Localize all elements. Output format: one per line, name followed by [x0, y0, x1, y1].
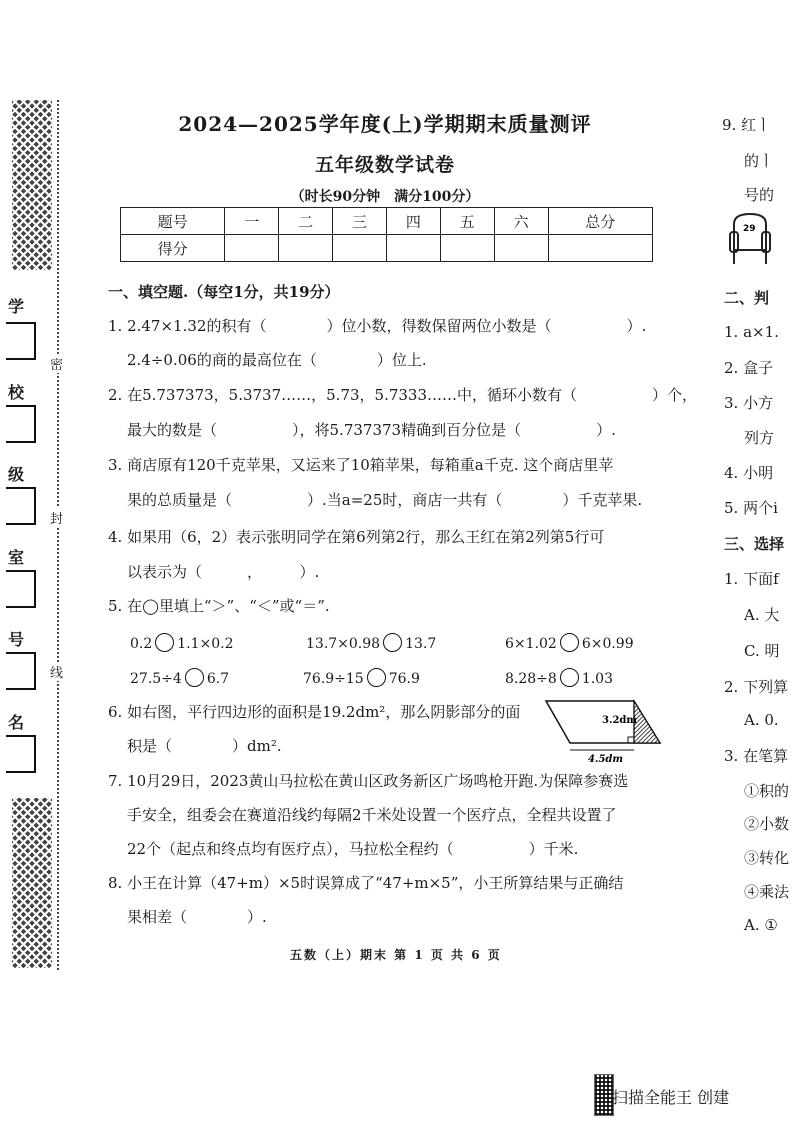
section2-heading: 二、判	[724, 289, 770, 307]
compare-circle[interactable]	[383, 633, 402, 652]
compare-circle[interactable]	[185, 668, 204, 687]
page-subtitle: 五年级数学试卷	[314, 154, 455, 176]
q5-item-3	[505, 633, 634, 652]
q1-line2: 2.4÷0.06的商的最高位在（ ）位上.	[127, 351, 427, 369]
side-box-3	[6, 487, 36, 525]
choice-item-3-1: ①积的	[744, 782, 790, 800]
score-cell: 一	[225, 208, 279, 235]
side-label-school-2: 校	[8, 383, 25, 402]
scanner-watermark: 扫描全能王 创建	[612, 1088, 730, 1107]
q5-text: 5. 在◯里填上“＞”、“＜”或“＝”.	[108, 597, 330, 615]
choice-item-3: 3. 在笔算	[724, 747, 789, 765]
q1-line1: 1. 2.47×1.32的积有（ ）位小数，得数保留两位小数是（ ）.	[108, 317, 647, 335]
q2-line2: 最大的数是（ ），将5.737373精确到百分位是（ ）.	[127, 421, 616, 439]
q8-line2: 果相差（ ）.	[127, 908, 267, 926]
q5-right: 1.03	[581, 671, 613, 687]
choice-item-3-4: ④乘法	[744, 883, 790, 901]
choice-item-3-3: ③转化	[744, 849, 790, 867]
compare-circle[interactable]	[155, 633, 174, 652]
choice-item-1c: C. 明	[744, 642, 780, 660]
compare-circle[interactable]	[560, 633, 579, 652]
exam-info: （时长90分钟 满分100分）	[290, 189, 480, 205]
q4-line1: 4. 如果用（6，2）表示张明同学在第6列第2行，那么王红在第2列第5行可	[108, 528, 605, 546]
choice-item-2: 2. 下列算	[724, 678, 789, 696]
score-input-cell[interactable]	[333, 235, 387, 262]
q7-line3: 22个（起点和终点均有医疗点），马拉松全程约（ ）千米.	[127, 840, 579, 858]
side-box-5	[6, 652, 36, 690]
q5-item-6	[505, 668, 613, 687]
right-angle-mark	[628, 737, 634, 743]
q5-right: 6.7	[206, 671, 230, 687]
q3-line1: 3. 商店原有120千克苹果，又运来了10箱苹果，每箱重a千克. 这个商店里苹	[108, 456, 614, 474]
choice-item-3-2: ②小数	[744, 815, 790, 833]
judge-item-2: 2. 盒子	[724, 359, 774, 377]
score-input-cell[interactable]	[494, 235, 548, 262]
q5-right: 76.9	[388, 671, 420, 687]
figure-height-label: 3.2dm	[602, 715, 637, 726]
side-label-name: 名	[8, 713, 25, 732]
binding-char-mi: 密	[50, 354, 63, 373]
q5-left: 27.5÷4	[130, 671, 182, 687]
q5-right: 6×0.99	[581, 636, 634, 652]
choice-item-1: 1. 下面f	[724, 570, 779, 588]
side-box-1	[6, 322, 36, 360]
q7-line1: 7. 10月29日，2023黄山马拉松在黄山区政务新区广场鸣枪开跑.为保障参赛选	[108, 772, 629, 790]
score-input-cell[interactable]	[386, 235, 440, 262]
side-box-2	[6, 405, 36, 443]
judge-item-1: 1. a×1.	[724, 323, 779, 341]
score-cell: 三	[333, 208, 387, 235]
q9-line1: 9. 红ㅣ	[722, 116, 771, 134]
side-box-4	[6, 570, 36, 608]
score-cell: 四	[386, 208, 440, 235]
q5-right: 1.1×0.2	[177, 636, 234, 652]
binding-char-xian: 线	[50, 662, 63, 681]
choice-item-3-a: A. ①	[744, 916, 778, 934]
score-input-cell[interactable]	[548, 235, 652, 262]
chair-number: 29	[743, 224, 756, 234]
q8-line1: 8. 小王在计算（47+m）×5时误算成了“47+m×5”，小王所算结果与正确结	[108, 874, 624, 892]
section3-heading: 三、选择	[724, 535, 785, 553]
q5-item-2	[306, 633, 436, 652]
side-box-6	[6, 735, 36, 773]
binding-char-feng: 封	[50, 508, 63, 527]
side-label-number: 号	[8, 630, 25, 649]
compare-circle[interactable]	[367, 668, 386, 687]
q5-left: 76.9÷15	[303, 671, 364, 687]
score-table-header-row	[121, 208, 653, 235]
side-label-room: 室	[8, 548, 25, 567]
section1-heading: 一、填空题.（每空1分，共19分）	[108, 283, 340, 301]
q5-left: 0.2	[130, 636, 153, 652]
q9-line3: 号的	[744, 186, 775, 204]
score-input-cell[interactable]	[440, 235, 494, 262]
decorative-border-bottom	[12, 798, 52, 968]
score-input-cell[interactable]	[225, 235, 279, 262]
decorative-border-top	[12, 100, 52, 270]
score-table-score-row	[121, 235, 653, 262]
judge-item-4: 4. 小明	[724, 464, 774, 482]
q2-line1: 2. 在5.737373，5.3737……，5.73，5.7333……中，循环小数有（ ）个，	[108, 386, 698, 404]
parallelogram-figure	[542, 698, 662, 764]
compare-circle[interactable]	[560, 668, 579, 687]
side-label-school-1: 学	[8, 297, 25, 316]
judge-item-3: 3. 小方	[724, 394, 774, 412]
q4-line2: 以表示为（ ， ）.	[127, 563, 320, 581]
q7-line2: 手安全，组委会在赛道沿线约每隔2千米处设置一个医疗点，全程共设置了	[127, 806, 617, 824]
q5-left: 13.7×0.98	[306, 636, 381, 652]
judge-item-5: 5. 两个i	[724, 499, 778, 517]
page-title: 2024—2025学年度(上)学期期末质量测评	[178, 112, 592, 136]
score-cell: 得分	[121, 235, 225, 262]
score-cell: 五	[440, 208, 494, 235]
q9-line2: 的ㅣ	[744, 152, 774, 170]
page-footer: 五数（上）期末 第 1 页 共 6 页	[290, 948, 502, 962]
chair-illustration	[728, 210, 772, 266]
score-cell: 题号	[121, 208, 225, 235]
choice-item-1a: A. 大	[744, 606, 780, 624]
q5-item-1	[130, 633, 234, 652]
choice-item-2a: A. 0.	[744, 711, 779, 729]
side-label-class: 级	[8, 465, 25, 484]
q5-left: 8.28÷8	[505, 671, 557, 687]
score-cell: 六	[494, 208, 548, 235]
binding-line	[57, 100, 59, 970]
score-table	[120, 207, 653, 262]
score-input-cell[interactable]	[279, 235, 333, 262]
q6-line2: 积是（ ）dm².	[127, 737, 282, 755]
q5-left: 6×1.02	[505, 636, 557, 652]
scanner-logo-icon	[594, 1074, 614, 1116]
q5-right: 13.7	[405, 636, 437, 652]
score-cell: 总分	[548, 208, 652, 235]
q3-line2: 果的总质量是（ ）.当a=25时，商店一共有（ ）千克苹果.	[127, 491, 643, 509]
q5-item-5	[303, 668, 420, 687]
q5-item-4	[130, 668, 229, 687]
q6-line1: 6. 如右图，平行四边形的面积是19.2dm²，那么阴影部分的面	[108, 703, 521, 721]
figure-base-label: 4.5dm	[588, 754, 623, 764]
judge-item-3-cont: 列方	[744, 429, 775, 447]
shaded-triangle	[634, 701, 660, 743]
score-cell: 二	[279, 208, 333, 235]
